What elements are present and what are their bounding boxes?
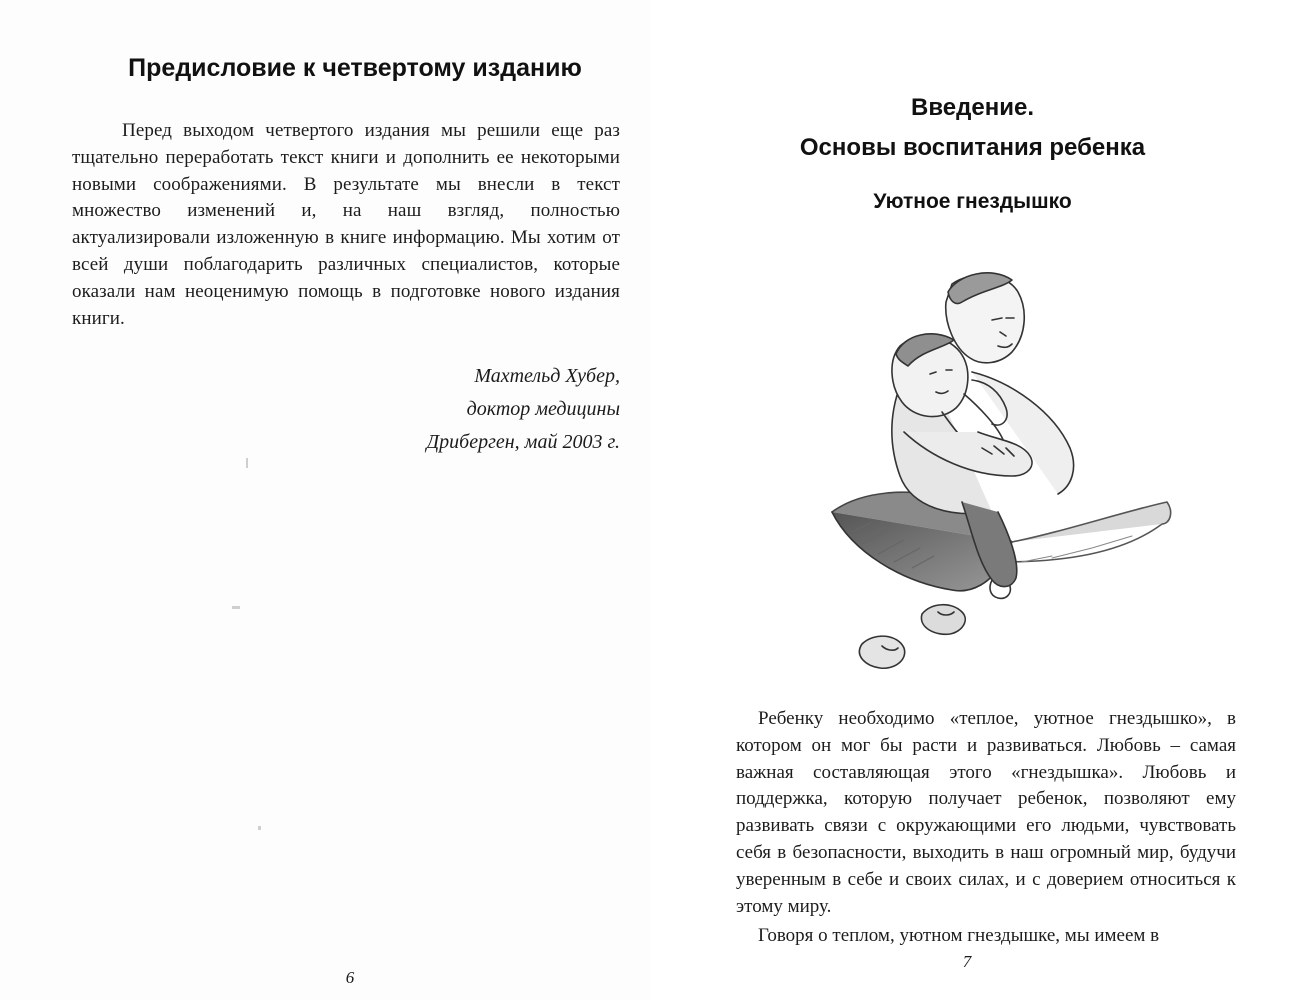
signature-place-date: Дриберген, май 2003 г. — [426, 431, 620, 453]
preface-body: Перед выходом четвертого издания мы решили еще раз тщательно переработать текст книги и дополнить ее некоторыми новыми соображениями. В результате мы внесли в текст множество изменений и, на наш взгляд, полностью актуализировали изложенную в книге информацию. Мы хотим от всей души поблагодарить различных специалистов, которые оказали нам неоценимую помощь в подготовке нового издания книги. — [72, 120, 620, 329]
scan-mark — [258, 826, 261, 830]
chapter-title — [650, 88, 1295, 168]
paragraph: Ребенку необходимо «теплое, уютное гнездышко», в котором он мог бы расти и развиваться. Любовь – самая важная составляющая этого «гнездышка». Любовь и поддержка, которую получает ребенок, позволяют ему развивать связи с окружающими его людьми, чувствовать себя в безопасности, выходить в наш огромный мир, будучи уверенным в себе и своих силах, и с доверием относиться к этому миру. — [736, 708, 1236, 917]
page-number: 7 — [962, 952, 972, 971]
parent-hugging-child-illustration — [822, 262, 1182, 692]
chapter-title-line-2: Основы воспитания ребенка — [799, 134, 1146, 161]
paragraph: Говоря о теплом, уютном гнездышке, мы имеем в — [758, 925, 1160, 947]
right-page — [650, 0, 1295, 1000]
signature-name: Махтельд Хубер, — [474, 365, 620, 387]
section-title: Уютное гнездышко — [873, 190, 1072, 213]
signature-role: доктор медицины — [466, 398, 620, 420]
page-number: 6 — [345, 968, 355, 987]
signature-block — [300, 360, 620, 459]
preface-title: Предисловие к четвертому изданию — [128, 54, 582, 82]
scan-mark — [246, 458, 248, 468]
scan-mark — [232, 606, 240, 609]
section-body — [736, 706, 1236, 950]
chapter-title-line-1: Введение. — [911, 94, 1034, 121]
